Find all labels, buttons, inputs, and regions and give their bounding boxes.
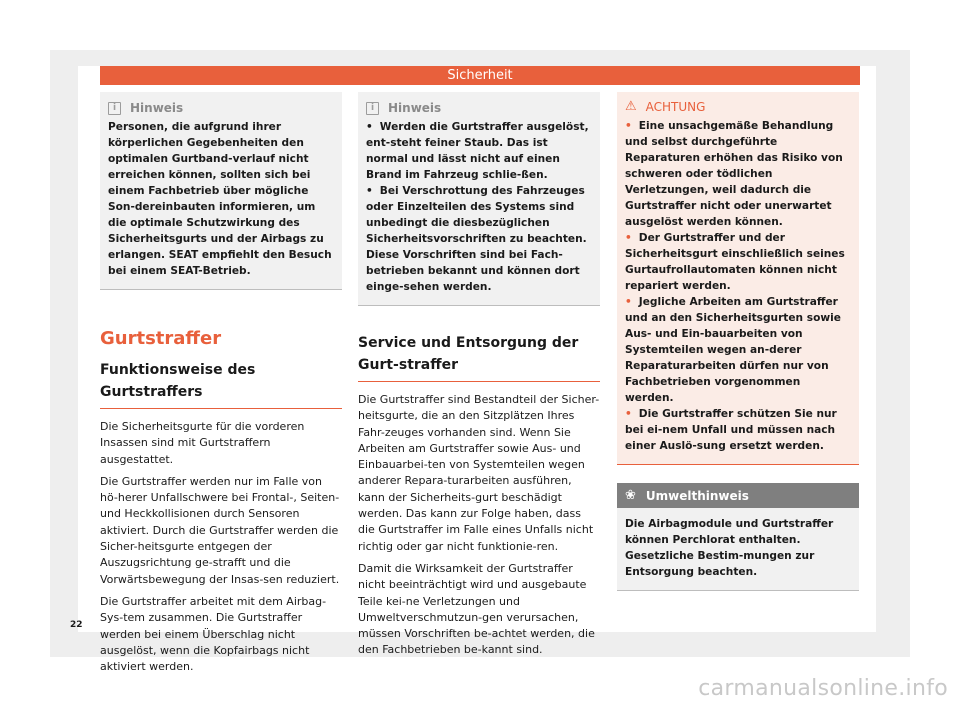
warning-bullet: • Die Gurtstraffer schützen Sie nur bei ei-nem Unfall und müssen nach einer Auslö-sung ersetzt werden.	[625, 406, 851, 454]
environment-title: Umwelthinweis	[645, 488, 749, 503]
subsection-title: Funktionsweise des Gurtstraffers	[100, 359, 342, 409]
note-title: Hinweis	[130, 101, 184, 115]
note-title: Hinweis	[388, 101, 442, 115]
note-bullet: • Werden die Gurtstraffer ausgelöst, ent-steht feiner Staub. Das ist normal und lässt nicht auf einen Brand im Fahrzeug schlie-ßen.	[366, 119, 592, 183]
paragraph: Die Gurtstraffer sind Bestandteil der Sicher-heitsgurte, die an den Sitzplätzen Ihres Fahr-zeuges vorhanden sind. Wenn Sie Arbeiten am Gurtstraffer sowie Aus- und Einbauarbei-ten von Systemteilen wegen anderer Repara-turarbeiten ausführen, kann der Sicherheits-gurt beschädigt werden. Das kann zur Folge haben, dass die Gurtstraffer im Falle eines Unfalls nicht richtig oder gar nicht funktionie-ren.	[358, 393, 600, 553]
page-number: 22	[70, 620, 83, 630]
note-body	[100, 119, 342, 289]
warning-title: ACHTUNG	[645, 99, 706, 114]
watermark: carmanualsonline.info	[698, 676, 948, 701]
note-header	[100, 92, 342, 119]
warning-triangle-icon: ⚠	[625, 99, 637, 114]
warning-bullet: • Der Gurtstraffer und der Sicherheitsgurt einschließlich seines Gurtaufrollautomaten können nicht repariert werden.	[625, 230, 851, 294]
note-text: Personen, die aufgrund ihrer körperlichen Gegebenheiten den optimalen Gurtband-verlauf nicht erreichen können, sollten sich bei einem Fachbetrieb über mögliche Son-dereinbauten informieren, um die optimale Schutzwirkung des Sicherheitsgurts und der Airbags zu erlangen. SEAT empfiehlt den Besuch bei einem SEAT-Betrieb.	[108, 121, 332, 277]
note-box	[100, 92, 342, 290]
section-title: Gurtstraffer	[100, 328, 222, 349]
environment-flower-icon: ❀	[625, 488, 636, 503]
info-icon: i	[108, 102, 121, 115]
subsection-title: Service und Entsorgung der Gurt-straffer	[358, 332, 600, 382]
page-header: Sicherheit	[100, 66, 860, 85]
environment-text: Die Airbagmodule und Gurtstraffer können Perchlorat enthalten. Gesetzliche Bestim-mungen zur Entsorgung beachten.	[625, 518, 834, 578]
paragraph: Die Gurtstraffer werden nur im Falle von hö-herer Unfallschwere bei Frontal-, Seiten- und Heckkollisionen durch Sensoren aktiviert. Durch die Gurtstraffer werden die Sicher-heitsgurte entgegen der Auszugsrichtung ge-strafft und die Vorwärtsbewegung der Insas-sen reduziert.	[100, 474, 340, 586]
note-header	[358, 92, 600, 119]
note-body	[358, 119, 600, 305]
column-left	[100, 92, 342, 681]
warning-bullet: • Eine unsachgemäße Behandlung und selbst durchgeführte Reparaturen erhöhen das Risiko von schweren oder tödlichen Verletzungen, weil dadurch die Gurtstraffer nicht oder unerwartet ausgelöst werden können.	[625, 118, 851, 230]
paragraph: Die Sicherheitsgurte für die vorderen Insassen sind mit Gurtstraffern ausgestattet.	[100, 420, 305, 466]
warning-header	[617, 92, 859, 118]
environment-box	[617, 483, 859, 591]
warning-box	[617, 92, 859, 465]
environment-header	[617, 483, 859, 508]
column-right	[617, 92, 859, 591]
note-box	[358, 92, 600, 306]
column-middle	[358, 92, 600, 665]
environment-body	[617, 508, 859, 590]
paragraph: Die Gurtstraffer arbeitet mit dem Airbag-Sys-tem zusammen. Die Gurtstraffer werden bei einem Überschlag nicht ausgelöst, wenn die Kopfairbags nicht aktiviert werden.	[100, 594, 327, 674]
note-bullet: • Bei Verschrottung des Fahrzeuges oder Einzelteilen des Systems sind unbedingt die diesbezüglichen Sicherheitsvorschriften zu beachten. Diese Vorschriften sind bei Fach-betrieben bekannt und können dort einge-sehen werden.	[366, 183, 592, 295]
warning-bullet: • Jegliche Arbeiten am Gurtstraffer und an den Sicherheitsgurten sowie Aus- und Ein-bauarbeiten von Systemteilen wegen an-derer Reparaturarbeiten dürfen nur von Fachbetrieben vorgenommen werden.	[625, 294, 851, 406]
paragraph: Damit die Wirksamkeit der Gurtstraffer nicht beeinträchtigt wird und ausgebaute Teile kei-ne Verletzungen und Umweltverschmutzun-gen verursachen, müssen Vorschriften be-achtet werden, die den Fachbetrieben be-kannt sind.	[358, 561, 595, 657]
warning-body	[617, 118, 859, 464]
info-icon: i	[366, 102, 379, 115]
